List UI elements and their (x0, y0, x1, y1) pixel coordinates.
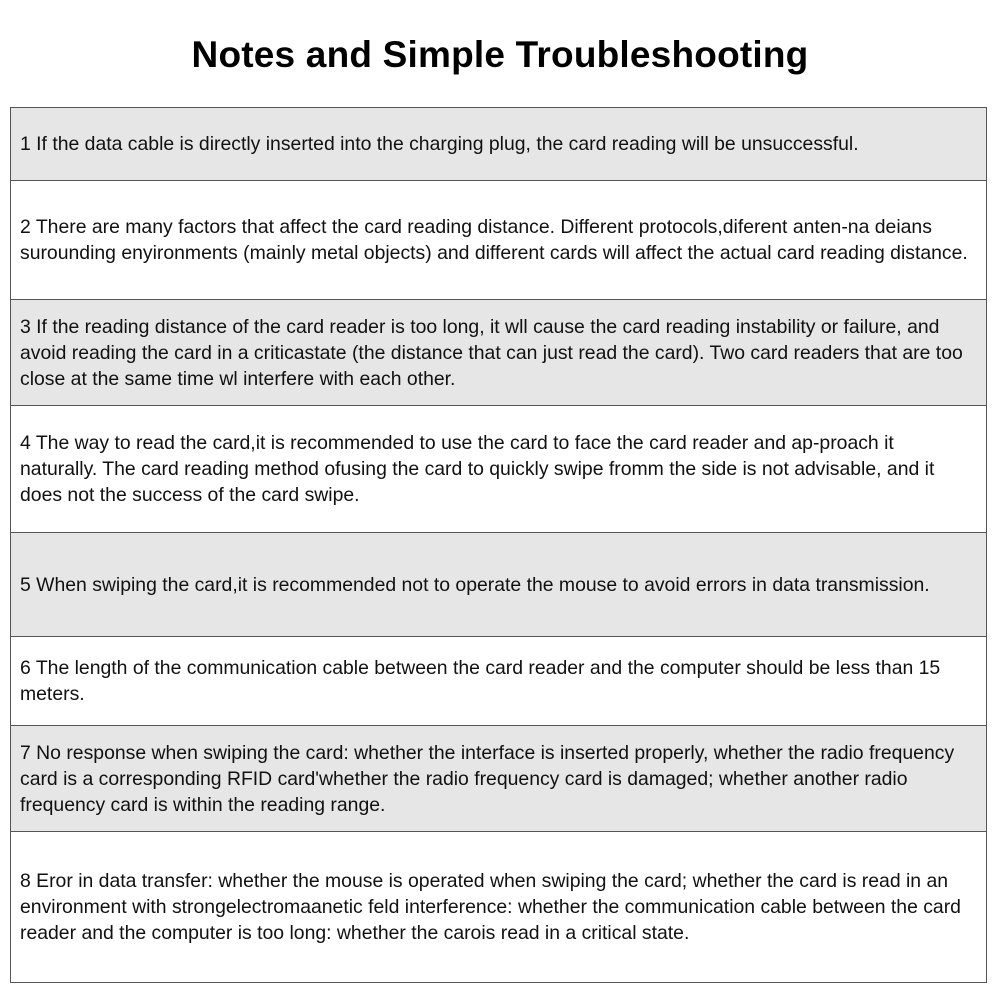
note-row (11, 637, 986, 726)
page-title: Notes and Simple Troubleshooting (191, 34, 809, 75)
note-text: 6 The length of the communication cable between the card reader and the computer should be less than 15 meters. (20, 657, 941, 705)
note-text: 1 If the data cable is directly inserted into the charging plug, the card reading will be unsuccessful. (20, 133, 859, 155)
note-text: 2 There are many factors that affect the card reading distance. Different protocols,diferent anten-na deians surounding enyironments (mainly metal objects) and different cards will affect the actual card reading distance. (20, 216, 968, 264)
note-text: 8 Eror in data transfer: whether the mouse is operated when swiping the card; whether the card is read in an environment with strongelectromaanetic feld interference: whether the communication cable between the card reader and the computer is too long: whether the carois read in a critical state. (20, 870, 961, 944)
note-row (11, 108, 986, 181)
note-text: 7 No response when swiping the card: whether the interface is inserted properly, whether the radio frequency card is a corresponding RFID card'whether the radio frequency card is damaged; whether another radio frequency card is within the reading range. (20, 741, 955, 816)
notes-table (10, 107, 987, 983)
note-row (11, 726, 986, 832)
note-row (11, 181, 986, 300)
note-row (11, 533, 986, 637)
note-text: 3 If the reading distance of the card reader is too long, it wll cause the card reading instability or failure, and avoid reading the card in a criticastate (the distance that can just read the card). Two card readers that are too close at the same time wl interfere with each other. (20, 315, 963, 390)
note-row (11, 406, 986, 533)
note-row (11, 832, 986, 983)
note-text: 4 The way to read the card,it is recommended to use the card to face the card reader and ap-proach it naturally. The card reading method ofusing the card to quickly swipe fromm the side is not advisable, and it does not the success of the card swipe. (20, 432, 935, 506)
note-text: 5 When swiping the card,it is recommended not to operate the mouse to avoid errors in data transmission. (20, 573, 930, 596)
note-row (11, 300, 986, 406)
